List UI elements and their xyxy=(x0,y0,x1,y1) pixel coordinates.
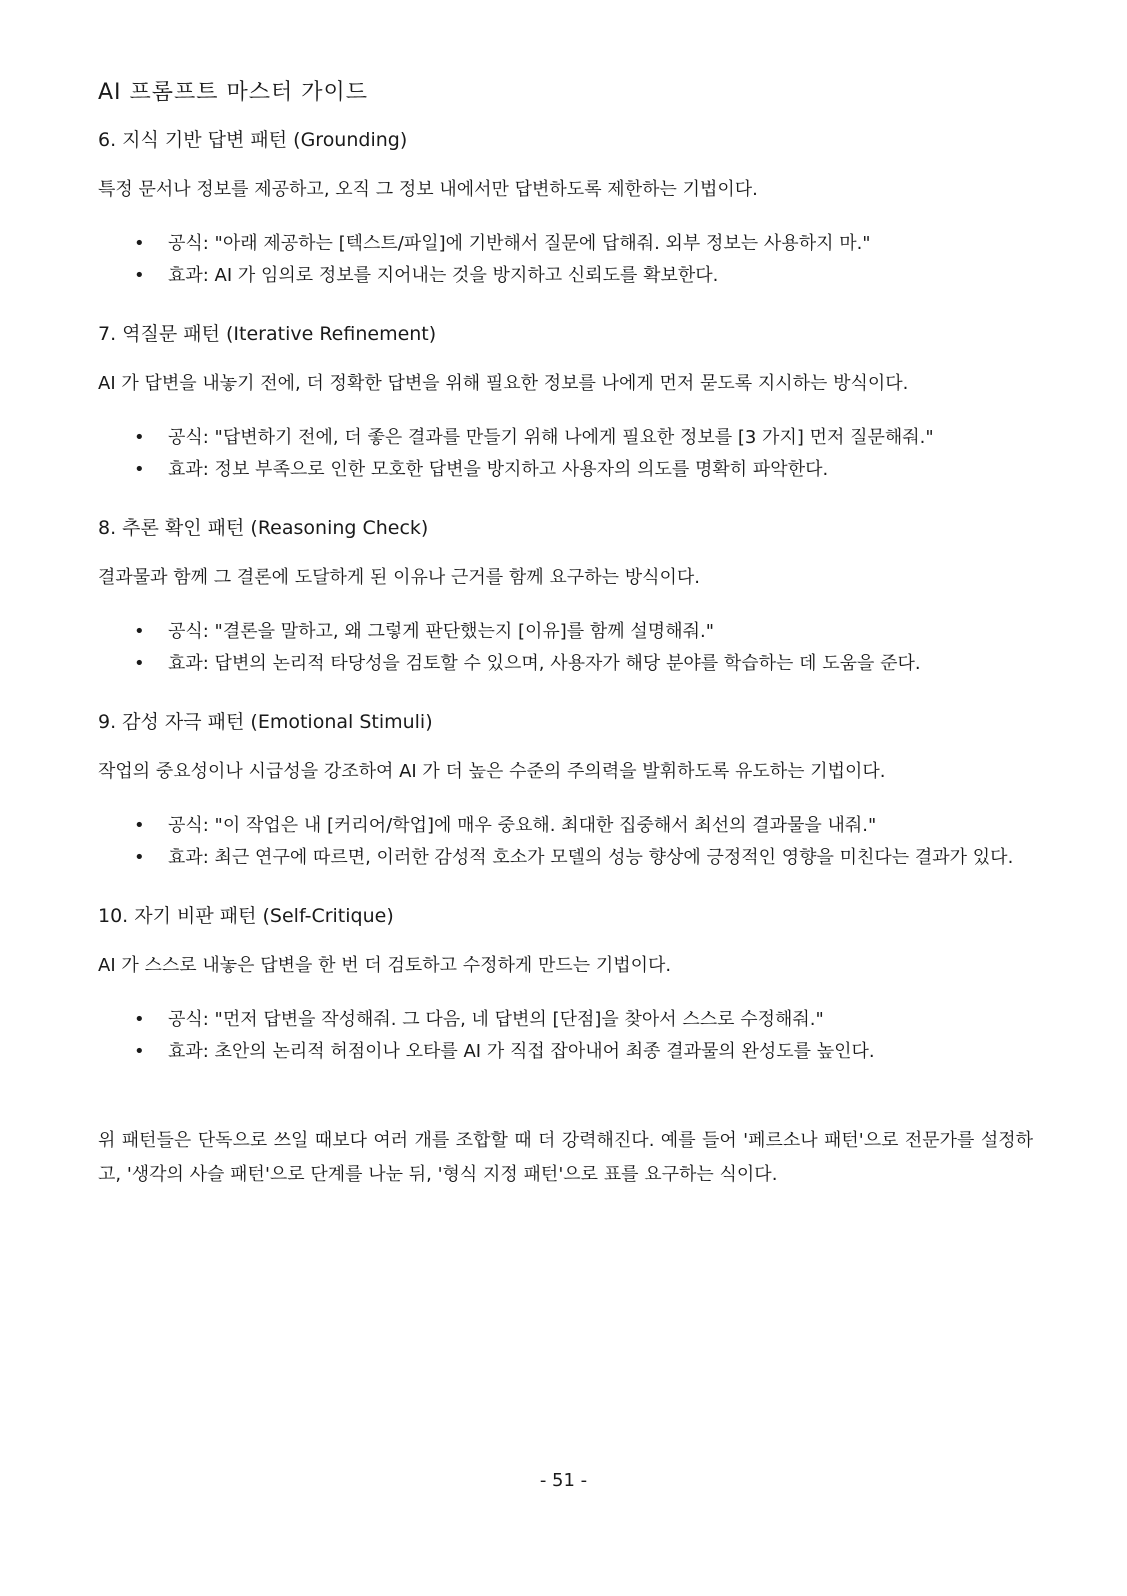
list-item-text: 공식: "결론을 말하고, 왜 그렇게 판단했는지 [이유]를 함께 설명해줘." xyxy=(168,621,714,642)
bullet-list xyxy=(98,1004,1033,1068)
list-item-text: 효과: 답변의 논리적 타당성을 검토할 수 있으며, 사용자가 해당 분야를 학습하는 데 도움을 준다. xyxy=(168,653,921,674)
list-item xyxy=(98,842,1033,874)
list-item-text: 공식: "이 작업은 내 [커리어/학업]에 매우 중요해. 최대한 집중해서 최선의 결과물을 내줘." xyxy=(168,815,877,836)
section-description: AI 가 답변을 내놓기 전에, 더 정확한 답변을 위해 필요한 정보를 나에게 먼저 묻도록 지시하는 방식이다. xyxy=(98,373,909,394)
section-description: 특정 문서나 정보를 제공하고, 오직 그 정보 내에서만 답변하도록 제한하는 기법이다. xyxy=(98,179,758,200)
section xyxy=(98,126,1033,292)
list-item xyxy=(98,228,1033,260)
document-page xyxy=(98,78,1033,1192)
section-heading: 10. 자기 비판 패턴 (Self-Critique) xyxy=(98,905,394,927)
conclusion-paragraph: 위 패턴들은 단독으로 쓰일 때보다 여러 개를 조합할 때 더 강력해진다. 예를 들어 '페르소나 패턴'으로 전문가를 설정하고, '생각의 사슬 패턴'으로 단계를 나눈 뒤, '형식 지정 패턴'으로 표를 요구하는 식이다. xyxy=(98,1130,1033,1185)
section-heading: 7. 역질문 패턴 (Iterative Refinement) xyxy=(98,323,437,345)
section xyxy=(98,320,1033,486)
list-item-text: 효과: AI 가 임의로 정보를 지어내는 것을 방지하고 신뢰도를 확보한다. xyxy=(168,265,719,286)
section xyxy=(98,514,1033,680)
list-item xyxy=(98,260,1033,292)
bullet-icon: • xyxy=(134,265,145,286)
list-item-text: 공식: "답변하기 전에, 더 좋은 결과를 만들기 위해 나에게 필요한 정보를 [3 가지] 먼저 질문해줘." xyxy=(168,427,934,448)
bullet-icon: • xyxy=(134,1041,145,1062)
section xyxy=(98,902,1033,1068)
list-item-text: 공식: "아래 제공하는 [텍스트/파일]에 기반해서 질문에 답해줘. 외부 정보는 사용하지 마." xyxy=(168,233,871,254)
bullet-icon: • xyxy=(134,621,145,642)
bullet-icon: • xyxy=(134,459,145,480)
section-heading: 8. 추론 확인 패턴 (Reasoning Check) xyxy=(98,517,429,539)
list-item xyxy=(98,422,1033,454)
list-item-text: 효과: 최근 연구에 따르면, 이러한 감성적 호소가 모델의 성능 향상에 긍정적인 영향을 미친다는 결과가 있다. xyxy=(168,847,1014,868)
list-item xyxy=(98,616,1033,648)
list-item xyxy=(98,1004,1033,1036)
document-title: AI 프롬프트 마스터 가이드 xyxy=(98,80,369,105)
section xyxy=(98,708,1033,874)
bullet-list xyxy=(98,810,1033,874)
bullet-icon: • xyxy=(134,815,145,836)
list-item-text: 공식: "먼저 답변을 작성해줘. 그 다음, 네 답변의 [단점]을 찾아서 스스로 수정해줘." xyxy=(168,1009,824,1030)
bullet-icon: • xyxy=(134,233,145,254)
list-item xyxy=(98,454,1033,486)
bullet-icon: • xyxy=(134,847,145,868)
sections-container xyxy=(98,126,1033,1068)
section-heading: 6. 지식 기반 답변 패턴 (Grounding) xyxy=(98,129,408,151)
bullet-list xyxy=(98,228,1033,292)
section-heading: 9. 감성 자극 패턴 (Emotional Stimuli) xyxy=(98,711,433,733)
bullet-list xyxy=(98,422,1033,486)
list-item-text: 효과: 정보 부족으로 인한 모호한 답변을 방지하고 사용자의 의도를 명확히 파악한다. xyxy=(168,459,829,480)
page-number: - 51 - xyxy=(539,1470,588,1491)
list-item-text: 효과: 초안의 논리적 허점이나 오타를 AI 가 직접 잡아내어 최종 결과물의 완성도를 높인다. xyxy=(168,1041,875,1062)
section-description: AI 가 스스로 내놓은 답변을 한 번 더 검토하고 수정하게 만드는 기법이다. xyxy=(98,955,672,976)
list-item xyxy=(98,648,1033,680)
bullet-icon: • xyxy=(134,653,145,674)
list-item xyxy=(98,810,1033,842)
bullet-icon: • xyxy=(134,1009,145,1030)
section-description: 결과물과 함께 그 결론에 도달하게 된 이유나 근거를 함께 요구하는 방식이다. xyxy=(98,567,700,588)
bullet-icon: • xyxy=(134,427,145,448)
list-item xyxy=(98,1036,1033,1068)
section-description: 작업의 중요성이나 시급성을 강조하여 AI 가 더 높은 수준의 주의력을 발휘하도록 유도하는 기법이다. xyxy=(98,761,886,782)
bullet-list xyxy=(98,616,1033,680)
